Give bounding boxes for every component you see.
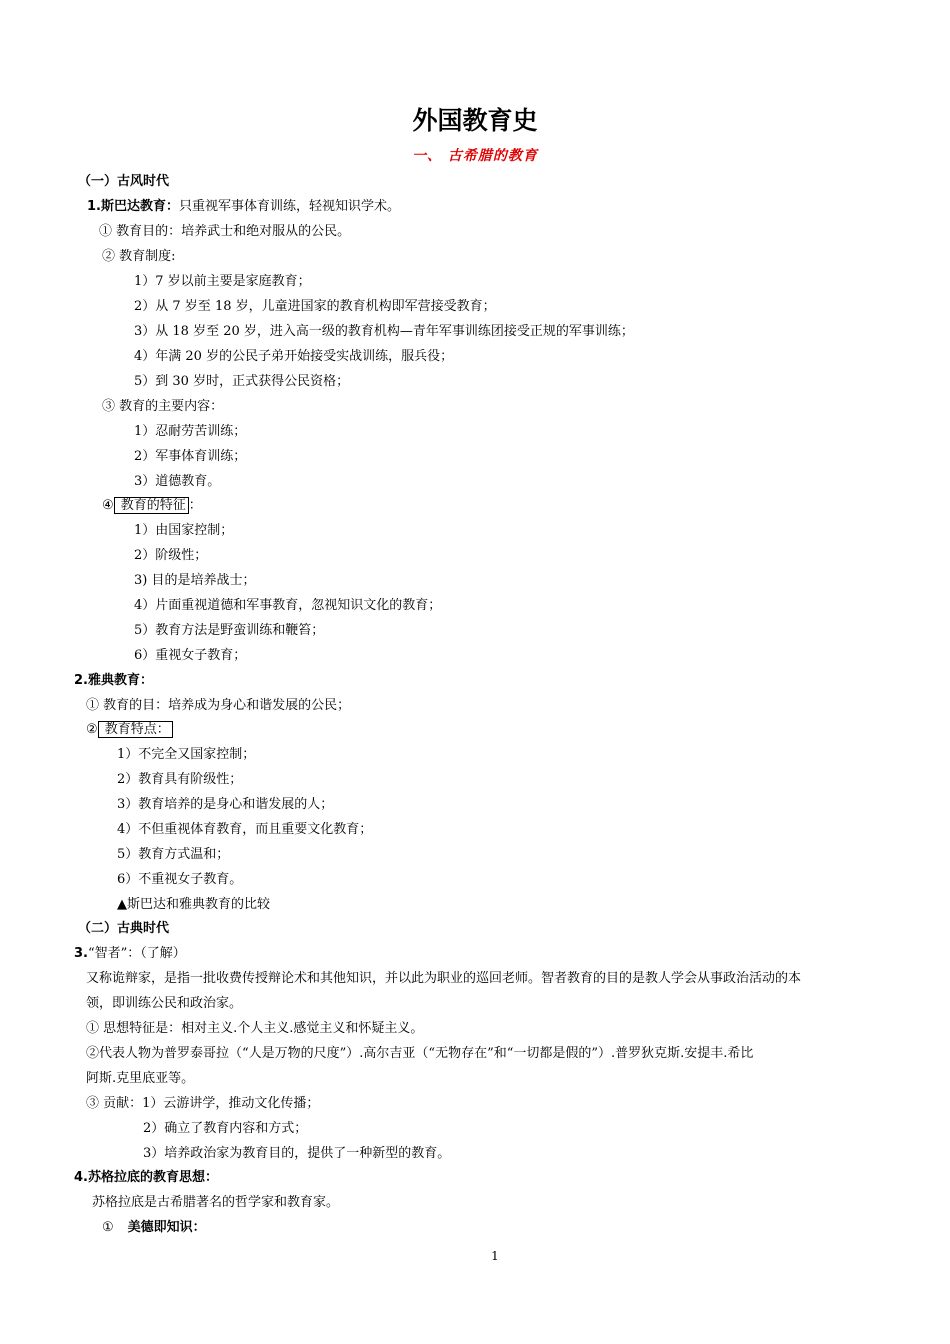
sophists-intro-line: 领，即训练公民和政治家。 bbox=[86, 996, 243, 1011]
sophists-thought: ① 思想特征是：相对主义.个人主义.感觉主义和怀疑主义。 bbox=[86, 1021, 424, 1036]
sparta-feature-item: 6）重视女子教育； bbox=[134, 648, 247, 663]
sophists-heading bbox=[74, 945, 186, 963]
socrates-intro: 苏格拉底是古希腊著名的哲学家和教育家。 bbox=[92, 1195, 340, 1210]
athens-feature-item: 3）教育培养的是身心和谐发展的人； bbox=[117, 797, 334, 812]
sparta-content-heading: ③ 教育的主要内容： bbox=[102, 399, 224, 414]
sparta-system-item: 5）到 30 岁时，正式获得公民资格； bbox=[134, 374, 350, 389]
sparta-content-item: 2）军事体育训练； bbox=[134, 449, 247, 464]
sophists-heading-number: 3. bbox=[74, 946, 88, 961]
sparta-content-item: 3）道德教育。 bbox=[134, 474, 221, 489]
sparta-features-heading bbox=[102, 497, 202, 515]
section-heading-archaic: （一）古风时代 bbox=[78, 174, 170, 189]
page-number: 1 bbox=[491, 1249, 499, 1263]
sparta-system-item: 1）7 岁以前主要是家庭教育； bbox=[134, 274, 311, 289]
sparta-system-item: 4）年满 20 岁的公民子弟开始接受实战训练，服兵役； bbox=[134, 349, 454, 364]
page-title: 外国教育史 bbox=[412, 106, 538, 135]
section-heading-classical: （二）古典时代 bbox=[78, 921, 170, 936]
sparta-features-number: ④ bbox=[102, 498, 114, 513]
sparta-system-item: 2）从 7 岁至 18 岁，儿童进国家的教育机构即军营接受教育； bbox=[134, 299, 496, 314]
sophists-intro-line: 又称诡辩家，是指一批收费传授辩论术和其他知识，并以此为职业的巡回老师。智者教育的目的是教人学会从事政治活动的本 bbox=[86, 971, 802, 986]
athens-features-number: ② bbox=[86, 722, 98, 737]
athens-feature-item: 1）不完全又国家控制； bbox=[117, 747, 256, 762]
sparta-feature-item: 2）阶级性； bbox=[134, 548, 208, 563]
sophists-representatives-line: 阿斯.克里底亚等。 bbox=[86, 1071, 195, 1086]
sparta-heading-label: 1.斯巴达教育： bbox=[87, 199, 179, 214]
sophists-heading-text: “智者”：（了解） bbox=[87, 946, 186, 961]
socrates-point-label: 美德即知识： bbox=[127, 1220, 206, 1235]
sophists-contribution: ③ 贡献：1）云游讲学，推动文化传播； bbox=[86, 1096, 320, 1111]
sparta-heading-text: 只重视军事体育训练，轻视知识学术。 bbox=[178, 199, 400, 214]
athens-features-boxed-label: 教育特点： bbox=[98, 721, 173, 738]
sparta-system-heading: ② 教育制度: bbox=[102, 249, 176, 264]
sparta-feature-item: 3) 目的是培养战士； bbox=[134, 573, 256, 588]
sparta-system-item: 3）从 18 岁至 20 岁，进入高一级的教育机构—青年军事训练团接受正规的军事训练； bbox=[134, 324, 634, 339]
athens-heading: 2.雅典教育： bbox=[74, 673, 153, 688]
athens-sparta-comparison: ▲斯巴达和雅典教育的比较 bbox=[117, 897, 270, 912]
athens-features-heading bbox=[86, 721, 173, 739]
sparta-feature-item: 4）片面重视道德和军事教育，忽视知识文化的教育； bbox=[134, 598, 442, 613]
athens-feature-item: 4）不但重视体育教育，而且重要文化教育； bbox=[117, 822, 373, 837]
sparta-feature-item: 5）教育方法是野蛮训练和鞭笞； bbox=[134, 623, 325, 638]
chapter-subtitle: 一、 古希腊的教育 bbox=[412, 148, 538, 164]
sparta-heading bbox=[87, 198, 400, 216]
sophists-contribution: 2）确立了教育内容和方式； bbox=[143, 1121, 308, 1136]
athens-feature-item: 6）不重视女子教育。 bbox=[117, 872, 243, 887]
athens-aim: ① 教育的目：培养成为身心和谐发展的公民； bbox=[86, 698, 351, 713]
sparta-features-colon: ： bbox=[188, 498, 202, 513]
sophists-contribution: 3）培养政治家为教育目的，提供了一种新型的教育。 bbox=[143, 1146, 451, 1161]
socrates-point bbox=[102, 1219, 206, 1237]
athens-feature-item: 2）教育具有阶级性； bbox=[117, 772, 243, 787]
sparta-content-item: 1）忍耐劳苦训练； bbox=[134, 424, 247, 439]
sparta-aim: ① 教育目的：培养武士和绝对服从的公民。 bbox=[99, 224, 351, 239]
sophists-representatives-line: ②代表人物为普罗泰哥拉（“人是万物的尺度”）.高尔吉亚（“无物存在”和“一切都是假的”）.普罗狄克斯.安提丰.希比 bbox=[86, 1046, 754, 1061]
sparta-features-boxed-label: 教育的特征 bbox=[114, 497, 189, 514]
socrates-heading: 4.苏格拉底的教育思想： bbox=[74, 1170, 218, 1185]
socrates-point-number: ① bbox=[102, 1220, 114, 1235]
sparta-feature-item: 1）由国家控制； bbox=[134, 523, 234, 538]
athens-feature-item: 5）教育方式温和； bbox=[117, 847, 230, 862]
